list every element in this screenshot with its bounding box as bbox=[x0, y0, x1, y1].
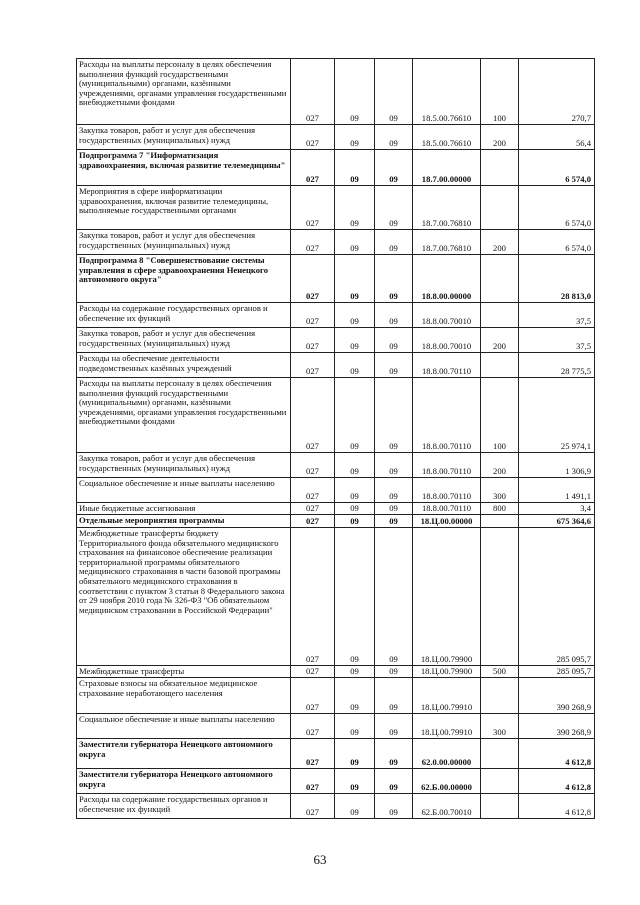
amount-cell: 1 306,9 bbox=[519, 453, 595, 478]
section-code-cell: 09 bbox=[335, 678, 375, 714]
table-row bbox=[77, 328, 595, 353]
subsection-code-cell: 09 bbox=[375, 378, 413, 453]
expense-type-code-cell: 200 bbox=[481, 230, 519, 255]
ved-code-cell: 027 bbox=[291, 515, 335, 528]
target-item-code-cell: 62.Б.00.70010 bbox=[413, 794, 481, 819]
ved-code-cell: 027 bbox=[291, 230, 335, 255]
subsection-code-cell: 09 bbox=[375, 515, 413, 528]
section-code-cell: 09 bbox=[335, 255, 375, 303]
section-code-cell: 09 bbox=[335, 186, 375, 230]
section-code-cell: 09 bbox=[335, 503, 375, 515]
table-row bbox=[77, 186, 595, 230]
expense-type-code-cell bbox=[481, 186, 519, 230]
target-item-code-cell: 18.7.00.00000 bbox=[413, 150, 481, 186]
table-row bbox=[77, 353, 595, 378]
subsection-code-cell: 09 bbox=[375, 714, 413, 739]
amount-cell: 270,7 bbox=[519, 59, 595, 125]
row-name-cell: Расходы на содержание государственных органов и обеспечение их функций bbox=[77, 303, 291, 328]
section-code-cell: 09 bbox=[335, 303, 375, 328]
expense-type-code-cell bbox=[481, 150, 519, 186]
row-name-cell: Межбюджетные трансферты бюджету Территориального фонда обязательного медицинского страхования на финансовое обеспечение реализации территориальной программы обязательного медицинского страхования в части базовой программы обязательного медицинского страхования в соответствии с пунктом 3 статьи 8 Федерального закона от 29 ноября 2010 года № 326-ФЗ "Об обязательном медицинском страховании в Российской Федерации" bbox=[77, 528, 291, 666]
row-name-cell: Закупка товаров, работ и услуг для обеспечения государственных (муниципальных) нужд bbox=[77, 453, 291, 478]
row-name-cell: Заместители губернатора Ненецкого автономного округа bbox=[77, 769, 291, 794]
subsection-code-cell: 09 bbox=[375, 453, 413, 478]
section-code-cell: 09 bbox=[335, 528, 375, 666]
subsection-code-cell: 09 bbox=[375, 125, 413, 150]
ved-code-cell: 027 bbox=[291, 328, 335, 353]
ved-code-cell: 027 bbox=[291, 528, 335, 666]
subsection-code-cell: 09 bbox=[375, 794, 413, 819]
ved-code-cell: 027 bbox=[291, 503, 335, 515]
target-item-code-cell: 18.Ц.00.00000 bbox=[413, 515, 481, 528]
row-name-cell: Расходы на содержание государственных органов и обеспечение их функций bbox=[77, 794, 291, 819]
row-name-cell: Расходы на обеспечение деятельности подведомственных казённых учреждений bbox=[77, 353, 291, 378]
expense-type-code-cell: 100 bbox=[481, 59, 519, 125]
section-code-cell: 09 bbox=[335, 453, 375, 478]
amount-cell: 6 574,0 bbox=[519, 150, 595, 186]
table-row bbox=[77, 515, 595, 528]
table-row bbox=[77, 255, 595, 303]
table-row bbox=[77, 794, 595, 819]
subsection-code-cell: 09 bbox=[375, 503, 413, 515]
expense-type-code-cell bbox=[481, 739, 519, 769]
section-code-cell: 09 bbox=[335, 739, 375, 769]
amount-cell: 4 612,8 bbox=[519, 739, 595, 769]
section-code-cell: 09 bbox=[335, 230, 375, 255]
page-number: 63 bbox=[313, 852, 327, 867]
amount-cell: 37,5 bbox=[519, 303, 595, 328]
amount-cell: 28 813,0 bbox=[519, 255, 595, 303]
subsection-code-cell: 09 bbox=[375, 328, 413, 353]
target-item-code-cell: 18.5.00.76610 bbox=[413, 125, 481, 150]
target-item-code-cell: 18.7.00.76810 bbox=[413, 186, 481, 230]
expense-type-code-cell bbox=[481, 303, 519, 328]
table-row bbox=[77, 378, 595, 453]
amount-cell: 25 974,1 bbox=[519, 378, 595, 453]
section-code-cell: 09 bbox=[335, 769, 375, 794]
subsection-code-cell: 09 bbox=[375, 528, 413, 666]
table-row bbox=[77, 714, 595, 739]
amount-cell: 37,5 bbox=[519, 328, 595, 353]
expense-type-code-cell: 300 bbox=[481, 714, 519, 739]
section-code-cell: 09 bbox=[335, 515, 375, 528]
ved-code-cell: 027 bbox=[291, 769, 335, 794]
row-name-cell: Социальное обеспечение и иные выплаты населению bbox=[77, 714, 291, 739]
subsection-code-cell: 09 bbox=[375, 478, 413, 503]
target-item-code-cell: 18.8.00.70110 bbox=[413, 378, 481, 453]
amount-cell: 285 095,7 bbox=[519, 528, 595, 666]
amount-cell: 3,4 bbox=[519, 503, 595, 515]
ved-code-cell: 027 bbox=[291, 478, 335, 503]
ved-code-cell: 027 bbox=[291, 255, 335, 303]
subsection-code-cell: 09 bbox=[375, 186, 413, 230]
section-code-cell: 09 bbox=[335, 328, 375, 353]
table-body bbox=[77, 59, 595, 819]
amount-cell: 4 612,8 bbox=[519, 769, 595, 794]
row-name-cell: Расходы на выплаты персоналу в целях обеспечения выполнения функций государственными (муниципальными) органами, казёнными учреждениями, органами управления государственными внебюджетными фондами bbox=[77, 59, 291, 125]
budget-table bbox=[76, 58, 595, 819]
amount-cell: 390 268,9 bbox=[519, 678, 595, 714]
table-row bbox=[77, 230, 595, 255]
amount-cell: 6 574,0 bbox=[519, 186, 595, 230]
section-code-cell: 09 bbox=[335, 59, 375, 125]
target-item-code-cell: 18.7.00.76810 bbox=[413, 230, 481, 255]
target-item-code-cell: 18.Ц.00.79900 bbox=[413, 528, 481, 666]
expense-type-code-cell: 100 bbox=[481, 378, 519, 453]
target-item-code-cell: 18.Ц.00.79910 bbox=[413, 678, 481, 714]
subsection-code-cell: 09 bbox=[375, 353, 413, 378]
ved-code-cell: 027 bbox=[291, 739, 335, 769]
target-item-code-cell: 62.Б.00.00000 bbox=[413, 769, 481, 794]
table-row bbox=[77, 59, 595, 125]
table-row bbox=[77, 678, 595, 714]
target-item-code-cell: 18.Ц.00.79900 bbox=[413, 666, 481, 678]
ved-code-cell: 027 bbox=[291, 678, 335, 714]
target-item-code-cell: 18.8.00.70110 bbox=[413, 353, 481, 378]
amount-cell: 4 612,8 bbox=[519, 794, 595, 819]
row-name-cell: Подпрограмма 7 "Информатизация здравоохранения, включая развитие телемедицины" bbox=[77, 150, 291, 186]
ved-code-cell: 027 bbox=[291, 453, 335, 478]
subsection-code-cell: 09 bbox=[375, 150, 413, 186]
expense-type-code-cell bbox=[481, 678, 519, 714]
row-name-cell: Отдельные мероприятия программы bbox=[77, 515, 291, 528]
section-code-cell: 09 bbox=[335, 378, 375, 453]
ved-code-cell: 027 bbox=[291, 666, 335, 678]
target-item-code-cell: 62.0.00.00000 bbox=[413, 739, 481, 769]
expense-type-code-cell: 500 bbox=[481, 666, 519, 678]
table-row bbox=[77, 125, 595, 150]
table-row bbox=[77, 666, 595, 678]
target-item-code-cell: 18.Ц.00.79910 bbox=[413, 714, 481, 739]
amount-cell: 675 364,6 bbox=[519, 515, 595, 528]
expense-type-code-cell: 200 bbox=[481, 453, 519, 478]
subsection-code-cell: 09 bbox=[375, 666, 413, 678]
row-name-cell: Закупка товаров, работ и услуг для обеспечения государственных (муниципальных) нужд bbox=[77, 125, 291, 150]
subsection-code-cell: 09 bbox=[375, 255, 413, 303]
table-row bbox=[77, 303, 595, 328]
row-name-cell: Страховые взносы на обязательное медицинское страхование неработающего населения bbox=[77, 678, 291, 714]
expense-type-code-cell: 200 bbox=[481, 125, 519, 150]
section-code-cell: 09 bbox=[335, 150, 375, 186]
table-row bbox=[77, 769, 595, 794]
ved-code-cell: 027 bbox=[291, 794, 335, 819]
target-item-code-cell: 18.5.00.76610 bbox=[413, 59, 481, 125]
section-code-cell: 09 bbox=[335, 125, 375, 150]
row-name-cell: Расходы на выплаты персоналу в целях обеспечения выполнения функций государственными (муниципальными) органами, казёнными учреждениями, органами управления государственными внебюджетными фондами bbox=[77, 378, 291, 453]
ved-code-cell: 027 bbox=[291, 186, 335, 230]
subsection-code-cell: 09 bbox=[375, 59, 413, 125]
row-name-cell: Социальное обеспечение и иные выплаты населению bbox=[77, 478, 291, 503]
table-row bbox=[77, 150, 595, 186]
ved-code-cell: 027 bbox=[291, 353, 335, 378]
expense-type-code-cell bbox=[481, 769, 519, 794]
target-item-code-cell: 18.8.00.70010 bbox=[413, 328, 481, 353]
subsection-code-cell: 09 bbox=[375, 303, 413, 328]
row-name-cell: Межбюджетные трансферты bbox=[77, 666, 291, 678]
ved-code-cell: 027 bbox=[291, 378, 335, 453]
ved-code-cell: 027 bbox=[291, 303, 335, 328]
amount-cell: 390 268,9 bbox=[519, 714, 595, 739]
section-code-cell: 09 bbox=[335, 714, 375, 739]
section-code-cell: 09 bbox=[335, 353, 375, 378]
subsection-code-cell: 09 bbox=[375, 678, 413, 714]
section-code-cell: 09 bbox=[335, 478, 375, 503]
table-row bbox=[77, 528, 595, 666]
table-row bbox=[77, 503, 595, 515]
amount-cell: 1 491,1 bbox=[519, 478, 595, 503]
row-name-cell: Закупка товаров, работ и услуг для обеспечения государственных (муниципальных) нужд bbox=[77, 328, 291, 353]
expense-type-code-cell bbox=[481, 515, 519, 528]
section-code-cell: 09 bbox=[335, 666, 375, 678]
amount-cell: 56,4 bbox=[519, 125, 595, 150]
row-name-cell: Закупка товаров, работ и услуг для обеспечения государственных (муниципальных) нужд bbox=[77, 230, 291, 255]
expense-type-code-cell: 300 bbox=[481, 478, 519, 503]
expense-type-code-cell bbox=[481, 528, 519, 666]
target-item-code-cell: 18.8.00.70110 bbox=[413, 453, 481, 478]
expense-type-code-cell: 800 bbox=[481, 503, 519, 515]
ved-code-cell: 027 bbox=[291, 125, 335, 150]
subsection-code-cell: 09 bbox=[375, 230, 413, 255]
row-name-cell: Подпрограмма 8 "Совершенствование системы управления в сфере здравоохранения Ненецкого автономного округа" bbox=[77, 255, 291, 303]
table-row bbox=[77, 478, 595, 503]
expense-type-code-cell bbox=[481, 255, 519, 303]
section-code-cell: 09 bbox=[335, 794, 375, 819]
subsection-code-cell: 09 bbox=[375, 739, 413, 769]
subsection-code-cell: 09 bbox=[375, 769, 413, 794]
table-row bbox=[77, 739, 595, 769]
target-item-code-cell: 18.8.00.70110 bbox=[413, 478, 481, 503]
expense-type-code-cell bbox=[481, 794, 519, 819]
row-name-cell: Иные бюджетные ассигнования bbox=[77, 503, 291, 515]
row-name-cell: Мероприятия в сфере информатизации здравоохранения, включая развитие телемедицины, выполняемые государственными органами bbox=[77, 186, 291, 230]
row-name-cell: Заместители губернатора Ненецкого автономного округа bbox=[77, 739, 291, 769]
ved-code-cell: 027 bbox=[291, 714, 335, 739]
target-item-code-cell: 18.8.00.70010 bbox=[413, 303, 481, 328]
target-item-code-cell: 18.8.00.70110 bbox=[413, 503, 481, 515]
expense-type-code-cell bbox=[481, 353, 519, 378]
ved-code-cell: 027 bbox=[291, 150, 335, 186]
target-item-code-cell: 18.8.00.00000 bbox=[413, 255, 481, 303]
amount-cell: 6 574,0 bbox=[519, 230, 595, 255]
table-row bbox=[77, 453, 595, 478]
ved-code-cell: 027 bbox=[291, 59, 335, 125]
amount-cell: 28 775,5 bbox=[519, 353, 595, 378]
amount-cell: 285 095,7 bbox=[519, 666, 595, 678]
expense-type-code-cell: 200 bbox=[481, 328, 519, 353]
